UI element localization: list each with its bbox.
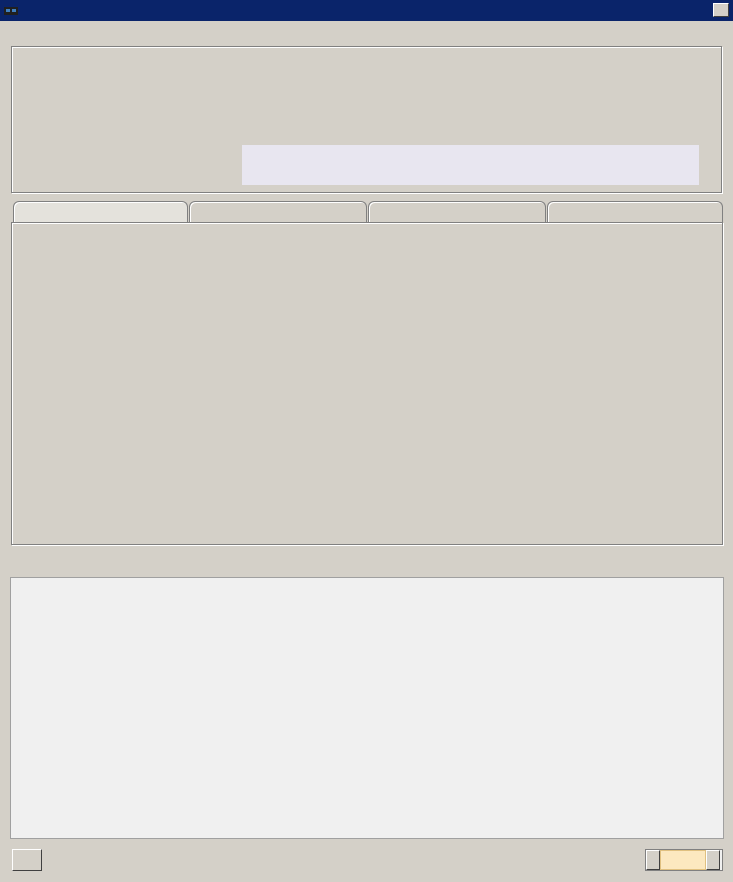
scroll-right-arrow[interactable] (706, 850, 720, 870)
s-button[interactable] (12, 849, 42, 871)
scroll-thumb[interactable] (660, 850, 706, 870)
tab-gnss[interactable] (368, 201, 546, 222)
app-icon (3, 5, 19, 17)
leaders-banner (242, 145, 699, 185)
scroll-left-arrow[interactable] (646, 850, 660, 870)
tab-obc[interactable] (189, 201, 367, 222)
title-bar (0, 0, 733, 21)
record-scrollbar[interactable] (645, 849, 723, 871)
tab-debug[interactable] (547, 201, 723, 222)
tab-eps[interactable] (13, 201, 188, 223)
battery-volt-chart (10, 590, 724, 839)
menu-bar (0, 21, 733, 41)
eps-panel (11, 222, 723, 545)
close-button[interactable] (713, 3, 729, 17)
